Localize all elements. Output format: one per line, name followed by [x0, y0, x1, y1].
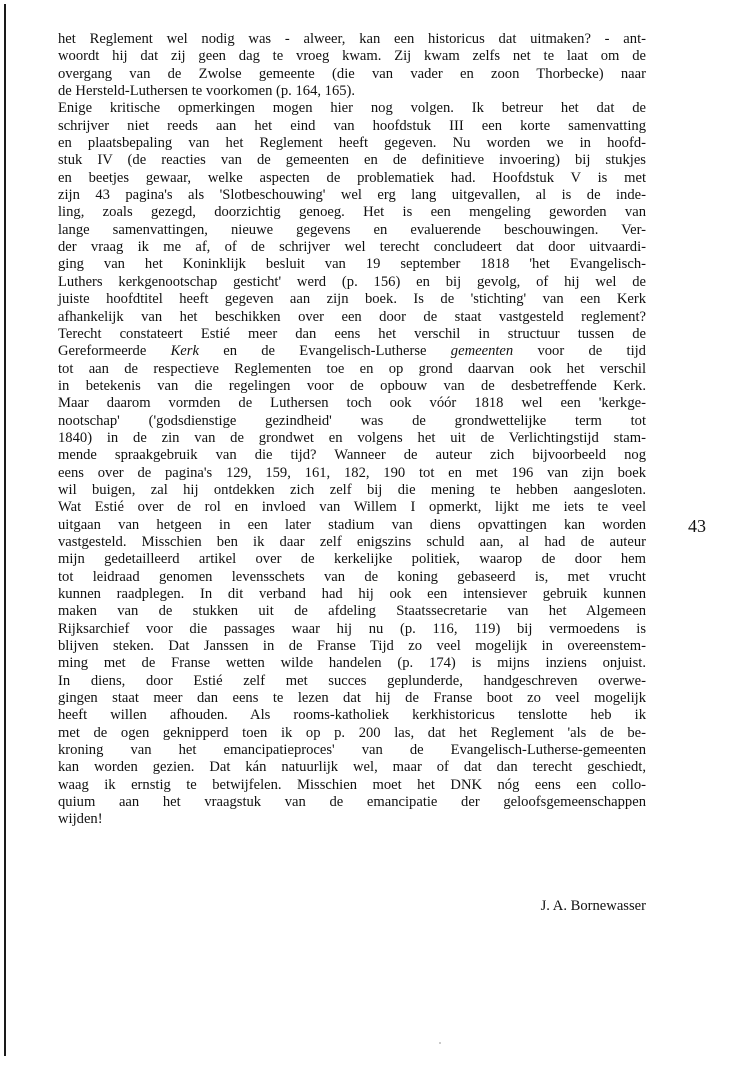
text-line: ging van het Koninklijk besluit van 19 september 1818 'het Evangelisch-	[58, 256, 646, 273]
text-line: wil buigen, zal hij ontdekken zich zelf bij die mening te hebben aangesloten.	[58, 481, 646, 498]
text-run: en de Evangelisch-Lutherse	[198, 343, 451, 360]
text-line: quium aan het vraagstuk van de emancipatie der geloofsgemeenschappen	[58, 794, 646, 811]
text-run: voor de tijd	[513, 343, 646, 360]
text-line: zijn 43 pagina's als 'Slotbeschouwing' wel erg lang uitgevallen, al is de inde-	[58, 187, 646, 204]
text-line: heeft willen afhouden. Als rooms-katholiek kerkhistoricus tenslotte heb ik	[58, 707, 646, 724]
text-line: Luthers kerkgenootschap gesticht' werd (p. 156) en bij gevolg, of hij wel de	[58, 273, 646, 290]
author-signature: J. A. Bornewasser	[540, 898, 646, 914]
text-run: Gereformeerde	[58, 343, 171, 360]
text-line: met de ogen geknipperd toen ik op p. 200 las, dat het Reglement 'als de be-	[58, 724, 646, 741]
text-line: overgang van de Zwolse gemeente (die van vader en zoon Thorbecke) naar	[58, 65, 646, 82]
text-line: lange samenvattingen, nieuwe gegevens en evaluerende beschouwingen. Ver-	[58, 221, 646, 238]
article-text	[58, 31, 646, 829]
text-line: der vraag ik me af, of de schrijver wel terecht concludeert dat door uitvaardi-	[58, 239, 646, 256]
text-line: blijven steken. Dat Janssen in de Franse Tijd zo veel mogelijk in overeenstem-	[58, 638, 646, 655]
text-line: tot leidraad genomen levensschets van de koning gebaseerd is, met vrucht	[58, 568, 646, 585]
text-line	[58, 343, 646, 360]
text-line: 1840) in de zin van de grondwet en volgens het uit de Verlichtingstijd stam-	[58, 429, 646, 446]
text-line: In diens, door Estié zelf met succes geplunderde, handgeschreven overwe-	[58, 672, 646, 689]
text-line: Wat Estié over de rol en invloed van Willem I opmerkt, lijkt me iets te veel	[58, 499, 646, 516]
text-line: tot aan de respectieve Reglementen toe en op grond daarvan ook het verschil	[58, 360, 646, 377]
text-line: schrijver niet reeds aan het eind van hoofdstuk III een korte samenvatting	[58, 117, 646, 134]
text-line: Rijksarchief voor die passages waar hij nu (p. 116, 119) bij vermoedens is	[58, 620, 646, 637]
text-line: mijn gedetailleerd artikel over de kerkelijke politiek, waarop de door hem	[58, 551, 646, 568]
text-line: kan worden gezien. Dat kán natuurlijk wel, maar of dat dan terecht geschiedt,	[58, 759, 646, 776]
text-line: Maar daarom vormden de Luthersen toch ook vóór 1818 wel een 'kerkge-	[58, 395, 646, 412]
text-line: maken van de stukken uit de afdeling Staatssecretarie van het Algemeen	[58, 603, 646, 620]
text-line: Enige kritische opmerkingen mogen hier nog volgen. Ik betreur het dat de	[58, 100, 646, 117]
text-line: het Reglement wel nodig was - alweer, kan een historicus dat uitmaken? - ant-	[58, 31, 646, 47]
text-line: waag ik ernstig te betwijfelen. Misschien moet het DNK nóg eens een collo-	[58, 776, 646, 793]
text-line: eens over de pagina's 129, 159, 161, 182, 190 tot en met 196 van zijn boek	[58, 464, 646, 481]
text-line: woordt hij dat zij geen dag te vroeg kwam. Zij kwam zelfs net te laat om de	[58, 48, 646, 65]
text-line: Terecht constateert Estié meer dan eens het verschil in structuur tussen de	[58, 325, 646, 342]
text-line: gingen staat meer dan eens te lezen dat hij de Franse boot zo veel mogelijk	[58, 690, 646, 707]
text-line: juiste hoofdtitel heeft gegeven aan zijn boek. Is de 'stichting' van een Kerk	[58, 291, 646, 308]
page-number: 43	[688, 516, 706, 536]
text-line: ming met de Franse wetten wilde handelen (p. 174) is mijns inziens onjuist.	[58, 655, 646, 672]
left-margin-rule	[4, 4, 6, 1056]
text-line: in betekenis van die regelingen voor de opbouw van de desbetreffende Kerk.	[58, 377, 646, 394]
text-line: ling, zoals gezegd, doorzichtig genoeg. Het is een mengeling geworden van	[58, 204, 646, 221]
text-line: kroning van het emancipatieproces' van de Evangelisch-Lutherse-gemeenten	[58, 742, 646, 759]
text-line: kunnen raadplegen. In dit verband had hij ook een intensiever gebruik kunnen	[58, 586, 646, 602]
text-line: en beetjes gewaar, welke aspecten de problematiek had. Hoofdstuk V is met	[58, 169, 646, 186]
text-line: wijden!	[58, 811, 103, 828]
italic-word: Kerk	[170, 343, 199, 360]
text-line: nootschap' ('godsdienstige gezindheid' was de grondwettelijke term tot	[58, 412, 646, 429]
text-line: stuk IV (de reacties van de gemeenten en de definitieve invoering) bij stukjes	[58, 152, 646, 169]
text-line: de Hersteld-Luthersen te voorkomen (p. 164, 165).	[58, 83, 356, 100]
text-line: mende spraakgebruik van die tijd? Wanneer de auteur zich bijvoorbeeld nog	[58, 447, 646, 464]
italic-word: gemeenten	[450, 343, 514, 360]
scan-speck	[439, 1042, 441, 1044]
text-line: uitgaan van hetgeen in een later stadium van diens opvattingen kan worden	[58, 516, 646, 533]
text-line: afhankelijk van het beschikken over een door de staat vastgesteld reglement?	[58, 308, 646, 325]
text-line: vastgesteld. Misschien ben ik daar zelf enigszins schuld aan, al had de auteur	[58, 533, 646, 550]
text-line: en plaatsbepaling van het Reglement heeft gegeven. Nu worden we in hoofd-	[58, 135, 646, 152]
